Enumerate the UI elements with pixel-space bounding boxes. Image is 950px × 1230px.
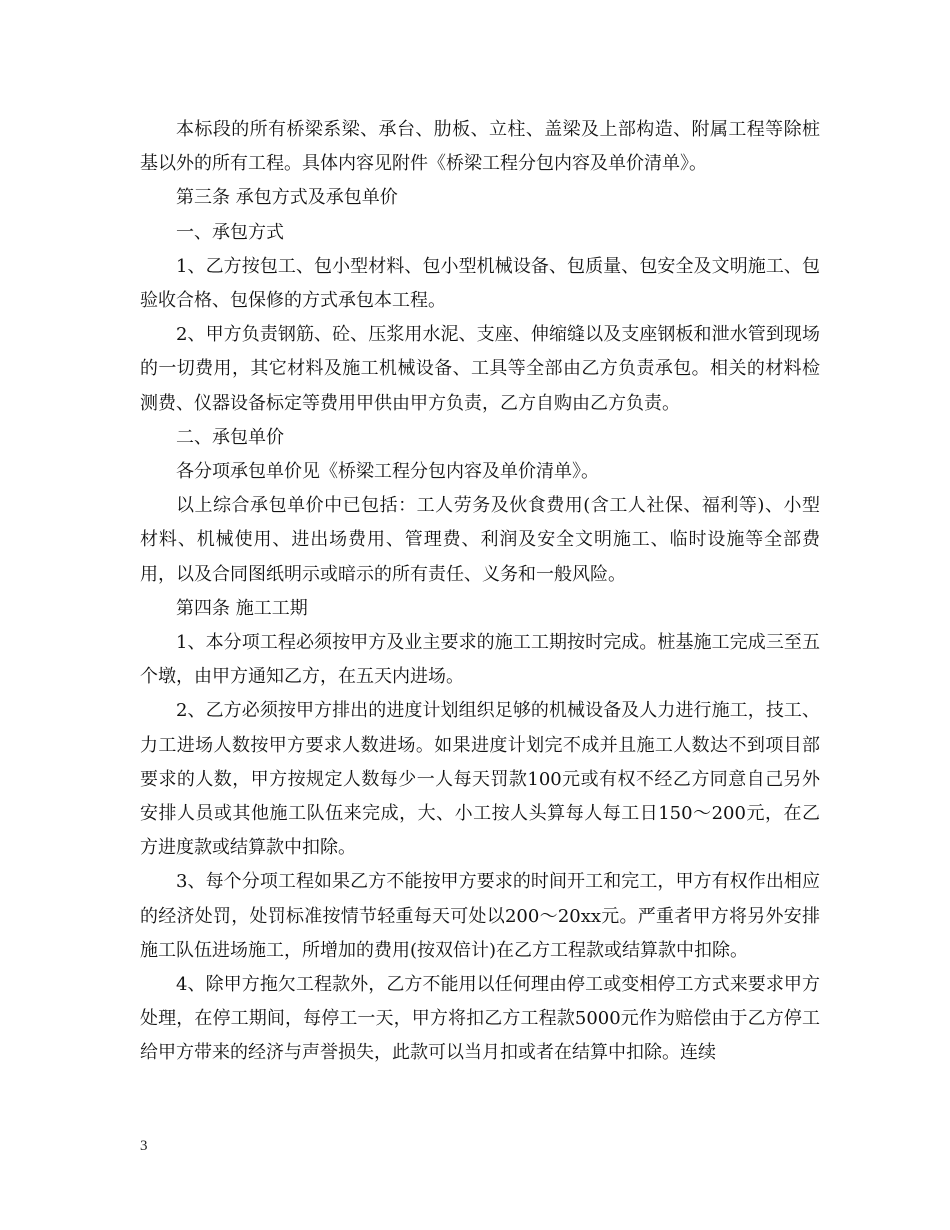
heading-article-4: 第四条 施工工期 [176,597,308,619]
paragraph-unit-price-includes: 以上综合承包单价中已包括：工人劳务及伙食费用(含工人社保、福利等)、小型材料、机械使用、进出场费用、管理费、利润及安全文明施工、临时设施等全部费用，以及合同图纸明示或暗示的所有责任、义务和一般风险。 [140,495,820,585]
subheading-unit-price: 二、承包单价 [176,426,284,448]
heading-article-3: 第三条 承包方式及承包单价 [176,187,398,209]
paragraph-method-1: 1、乙方按包工、包小型材料、包小型机械设备、包质量、包安全及文明施工、包验收合格、包保修的方式承包本工程。 [140,255,820,312]
paragraph-schedule-1: 1、本分项工程必须按甲方及业主要求的施工工期按时完成。桩基施工完成三至五个墩，由甲方通知乙方，在五天内进场。 [140,632,820,688]
paragraph-method-2: 2、甲方负责钢筋、砼、压浆用水泥、支座、伸缩缝以及支座钢板和泄水管到现场的一切费用，其它材料及施工机械设备、工具等全部由乙方负责承包。相关的材料检测费、仪器设备标定等费用甲供由甲方负责，乙方自购由乙方负责。 [140,324,820,414]
paragraph-schedule-2: 2、乙方必须按甲方排出的进度计划组织足够的机械设备及人力进行施工，技工、力工进场人数按甲方要求人数进场。如果进度计划完不成并且施工人数达不到项目部要求的人数，甲方按规定人数每少一人每天罚款100元或有权不经乙方同意自己另外安排人员或其他施工队伍来完成，大、小工按人头算每人每工日150～200元，在乙方进度款或结算款中扣除。 [140,700,820,859]
paragraph-schedule-3: 3、每个分项工程如果乙方不能按甲方要求的时间开工和完工，甲方有权作出相应的经济处罚，处罚标准按情节轻重每天可处以200～20xx元。严重者甲方将另外安排施工队伍进场施工，所增加的费用(按双倍计)在乙方工程款或结算款中扣除。 [140,871,820,961]
paragraph-unit-price-list: 各分项承包单价见《桥梁工程分包内容及单价清单》。 [176,461,599,483]
page-number: 3 [140,1138,148,1154]
paragraph-scope: 本标段的所有桥梁系梁、承台、肋板、立柱、盖梁及上部构造、附属工程等除桩基以外的所有工程。具体内容见附件《桥梁工程分包内容及单价清单》。 [140,119,820,175]
paragraph-schedule-4: 4、除甲方拖欠工程款外，乙方不能用以任何理由停工或变相停工方式来要求甲方处理，在停工期间，每停工一天，甲方将扣乙方工程款5000元作为赔偿由于乙方停工给甲方带来的经济与声誉损失，此款可以当月扣或者在结算中扣除。连续 [140,974,820,1064]
document-body [140,113,820,1071]
subheading-contract-method: 一、承包方式 [176,221,284,243]
